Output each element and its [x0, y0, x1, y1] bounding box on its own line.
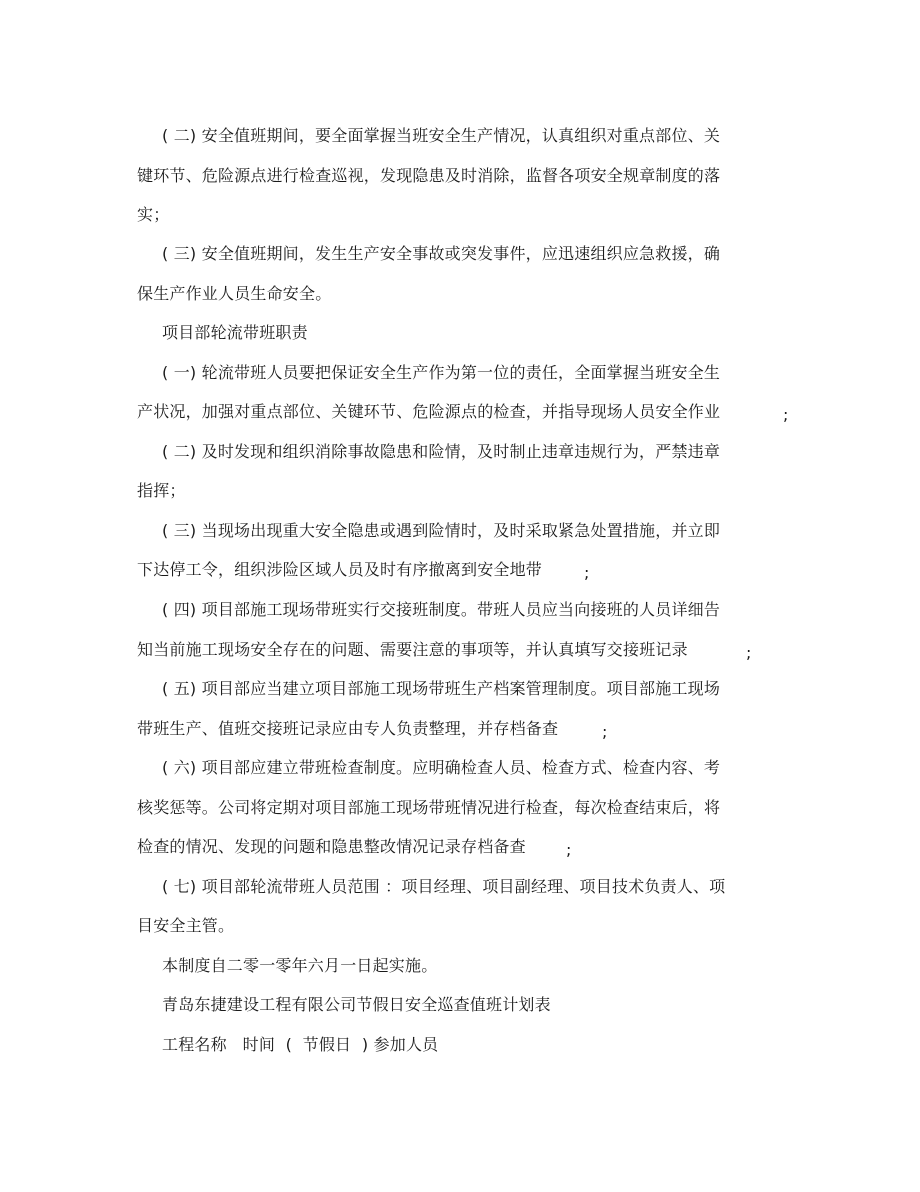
- text-line: 本制度自二零一零年六月一日起实施。: [162, 956, 438, 975]
- trailing-semicolon: ;: [746, 643, 752, 662]
- text-line: 带班生产、值班交接班记录应由专人负责整理，并存档备查: [137, 719, 559, 738]
- text-line: ( 二) 及时发现和组织消除事故隐患和险情，及时制止违章违规行为，严禁违章: [162, 442, 721, 461]
- text-line: 产状况，加强对重点部位、关键环节、危险源点的检查，并指导现场人员安全作业: [137, 402, 721, 421]
- text-line: ( 七) 项目部轮流带班人员范围 ：项目经理、项目副经理、项目技术负责人、项: [162, 877, 726, 896]
- text-line: 实；: [137, 205, 170, 224]
- trailing-semicolon: ;: [602, 722, 608, 741]
- text-line: 下达停工令，组织涉险区域人员及时有序撤离到安全地带: [137, 560, 543, 579]
- text-line: ( 二) 安全值班期间，要全面掌握当班安全生产情况，认真组织对重点部位、关: [162, 126, 721, 145]
- text-line: ( 六) 项目部应建立带班检查制度。应明确检查人员、检查方式、检查内容、考: [162, 758, 721, 777]
- text-line: 目安全主管。: [137, 916, 235, 935]
- text-line: ( 一) 轮流带班人员要把保证安全生产作为第一位的责任，全面掌握当班安全生: [162, 363, 721, 382]
- text-line: 键环节、危险源点进行检查巡视，发现隐患及时消除，监督各项安全规章制度的落: [137, 166, 721, 185]
- table-title: 青岛东捷建设工程有限公司节假日安全巡查值班计划表: [162, 995, 551, 1014]
- table-header: 工程名称 时间 ( 节假日 ) 参加人员: [162, 1035, 439, 1054]
- trailing-semicolon: ;: [566, 840, 572, 859]
- text-line: 知当前施工现场安全存在的问题、需要注意的事项等，并认真填写交接班记录: [137, 640, 688, 659]
- section-heading: 项目部轮流带班职责: [162, 323, 308, 342]
- text-line: 检查的情况、发现的问题和隐患整改情况记录存档备查: [137, 837, 526, 856]
- trailing-semicolon: ;: [584, 563, 590, 582]
- text-line: 保生产作业人员生命安全。: [137, 284, 332, 303]
- text-line: ( 四) 项目部施工现场带班实行交接班制度。带班人员应当向接班的人员详细告: [162, 600, 721, 619]
- text-line: ( 五) 项目部应当建立项目部施工现场带班生产档案管理制度。项目部施工现场: [162, 679, 721, 698]
- text-line: 指挥；: [137, 481, 186, 500]
- text-line: ( 三) 安全值班期间，发生生产安全事故或突发事件，应迅速组织应急救援，确: [162, 244, 721, 263]
- trailing-semicolon: ;: [783, 405, 789, 424]
- text-line: 核奖惩等。公司将定期对项目部施工现场带班情况进行检查，每次检查结束后，将: [137, 798, 721, 817]
- text-line: ( 三) 当现场出现重大安全隐患或遇到险情时，及时采取紧急处置措施，并立即: [162, 521, 721, 540]
